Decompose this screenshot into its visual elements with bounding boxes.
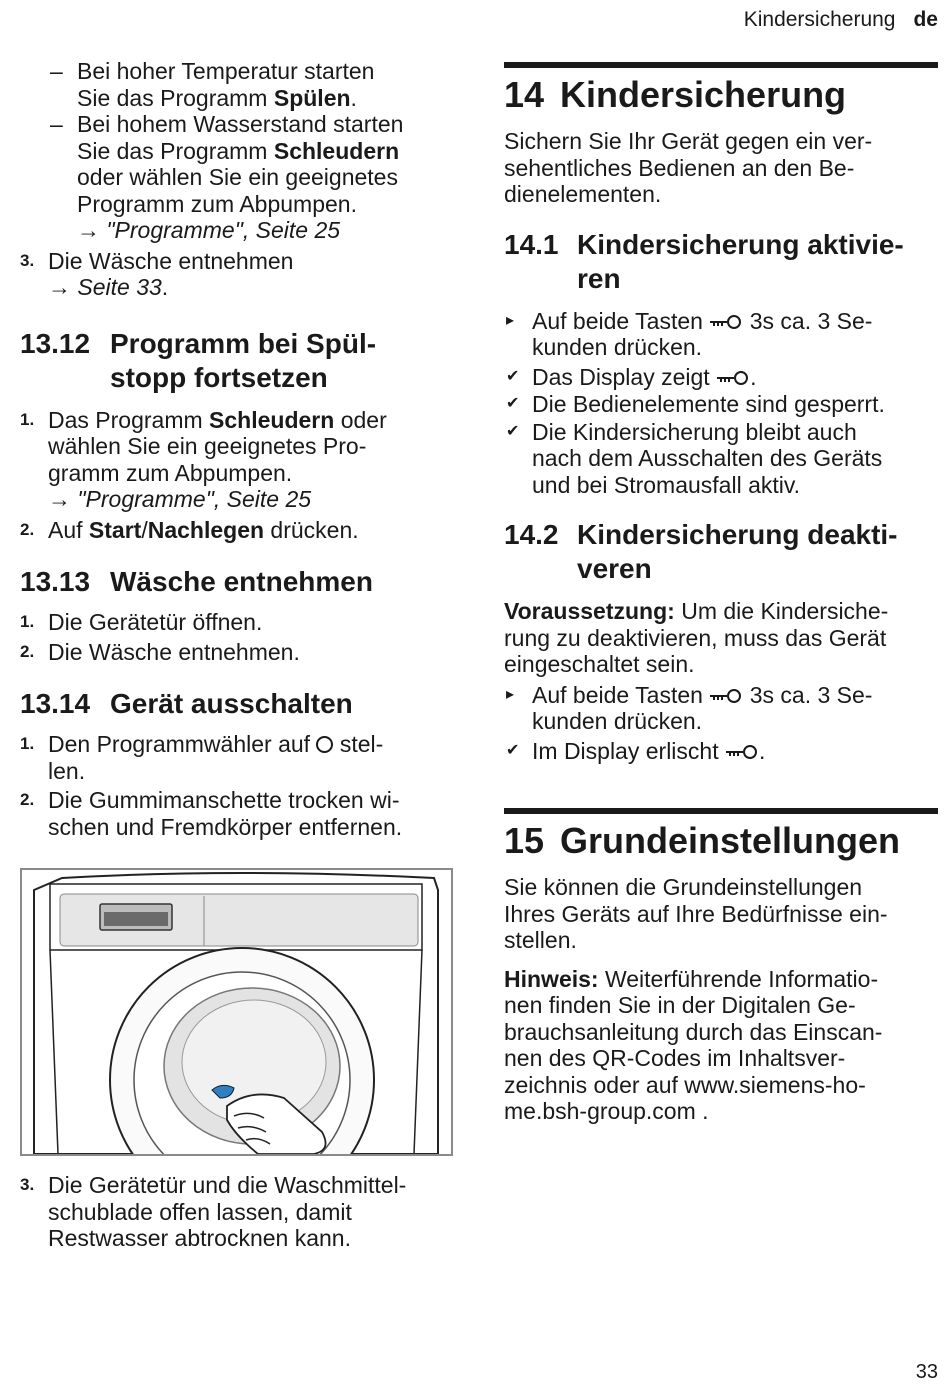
list-item: 1. Den Programmwähler auf stel- len. — [20, 731, 384, 784]
step-number: 2. — [20, 790, 35, 809]
header-language: de — [913, 8, 938, 31]
step-number: 3. — [20, 1175, 35, 1194]
arrow-marker: ▸ — [506, 685, 515, 703]
list-item: 2. Auf Start/Nachlegen drücken. — [20, 516, 359, 543]
washer-drum-drawing — [22, 870, 451, 1154]
text-line: Bei hohem Wasserstand starten — [77, 111, 404, 137]
chapter-heading-14: 14 Kindersicherung — [504, 62, 938, 116]
step-number: 1. — [20, 734, 35, 753]
text-line: Sie das Programm Schleudern — [77, 137, 400, 164]
action-item: ▸ Auf beide Tasten 3s ca. 3 Se- kunden drücken. — [506, 681, 873, 734]
child-lock-key-icon — [725, 744, 759, 760]
text-line: oder wählen Sie ein geeignetes — [77, 164, 398, 190]
list-item: 3. Die Gerätetür und die Waschmittel- schublade offen lassen, damit Restwasser abtrocknen kann. — [20, 1172, 407, 1251]
washing-machine-illustration — [20, 868, 453, 1156]
child-lock-key-icon — [709, 688, 743, 704]
section-heading-14-2: 14.2 Kindersicherung deakti- veren — [504, 519, 898, 584]
section-heading-14-1: 14.1 Kindersicherung aktivie- ren — [504, 228, 904, 294]
cross-reference-link[interactable]: → Seite 33 — [48, 274, 162, 300]
check-marker: ✔ — [506, 422, 520, 440]
prerequisite-paragraph: Voraussetzung: Um die Kindersiche- rung zu deaktivieren, muss das Gerät eingeschaltet sein. — [504, 598, 889, 677]
header-title: Kindersicherung — [743, 8, 896, 31]
result-item: ✔ Das Display zeigt . — [506, 363, 757, 390]
list-item: 3. Die Wäsche entnehmen → Seite 33. — [20, 248, 460, 301]
list-item: 2. Die Gummimanschette trocken wi- schen und Fremdkörper entfernen. — [20, 787, 403, 840]
arrow-marker: ▸ — [506, 311, 515, 329]
step-number: 1. — [20, 409, 35, 429]
paragraph: Sie können die Grundeinstellungen Ihres Geräts auf Ihre Bedürfnisse ein- stellen. — [504, 874, 888, 953]
child-lock-key-icon — [716, 370, 750, 386]
chapter-heading-15: 15 Grundeinstellungen — [504, 808, 938, 862]
check-marker: ✔ — [506, 367, 520, 385]
result-item: ✔ Im Display erlischt . — [506, 737, 766, 764]
off-position-icon — [316, 736, 333, 753]
check-marker: ✔ — [506, 741, 520, 759]
step-number: 2. — [20, 641, 35, 661]
section-heading-13-14: 13.14 Gerät ausschalten — [20, 688, 353, 719]
list-item: 1. Das Programm Schleudern oder wählen Sie ein geeignetes Pro- gramm zum Abpumpen. → "Programme", Seite 25 — [20, 407, 460, 513]
result-item: ✔ Die Kindersicherung bleibt auch nach dem Ausschalten des Geräts und bei Stromausfall aktiv. — [506, 418, 883, 498]
cross-reference-link[interactable]: → "Programme", Seite 25 — [48, 486, 312, 512]
dash-marker: – — [50, 58, 63, 84]
list-item — [20, 58, 460, 111]
hint-paragraph: Hinweis: Weiterführende Informatio- nen finden Sie in der Digitalen Ge- brauchsanleitung durch das Einscan- nen des QR-Codes im Inhaltsver- zeichnis oder auf www.siemens-ho- me.bsh-group.com . — [504, 965, 883, 1124]
left-column-bottom — [20, 1172, 460, 1252]
section-heading-13-12: 13.12 Programm bei Spül- stopp fortsetzen — [20, 327, 377, 393]
list-item: 2. Die Wäsche entnehmen. — [20, 638, 300, 665]
step-number: 2. — [20, 519, 35, 539]
child-lock-key-icon — [709, 314, 743, 330]
right-column — [504, 62, 938, 1125]
page-number: 33 — [915, 1361, 938, 1383]
text-line: Programm zum Abpumpen. — [77, 190, 357, 217]
list-item: 1. Die Gerätetür öffnen. — [20, 609, 263, 635]
action-item: ▸ Auf beide Tasten 3s ca. 3 Se- kunden drücken. — [506, 307, 873, 360]
paragraph: Sichern Sie Ihr Gerät gegen ein ver- sehentliches Bedienen an den Be- dienelementen. — [504, 128, 873, 207]
step-number: 1. — [20, 612, 35, 631]
cross-reference-link[interactable]: → "Programme", Seite 25 — [77, 217, 341, 243]
section-heading-13-13: 13.13 Wäsche entnehmen — [20, 566, 373, 597]
list-item — [20, 111, 460, 244]
text-line: Bei hoher Temperatur starten — [77, 58, 375, 84]
text-line: Die Wäsche entnehmen — [48, 247, 294, 274]
step-number: 3. — [20, 250, 35, 270]
page-header — [744, 8, 938, 32]
text-line: Sie das Programm Spülen. — [77, 84, 357, 111]
result-item: ✔ Die Bedienelemente sind gesperrt. — [506, 391, 885, 417]
left-column — [20, 58, 460, 840]
check-marker: ✔ — [506, 395, 520, 412]
dash-marker: – — [50, 111, 63, 137]
